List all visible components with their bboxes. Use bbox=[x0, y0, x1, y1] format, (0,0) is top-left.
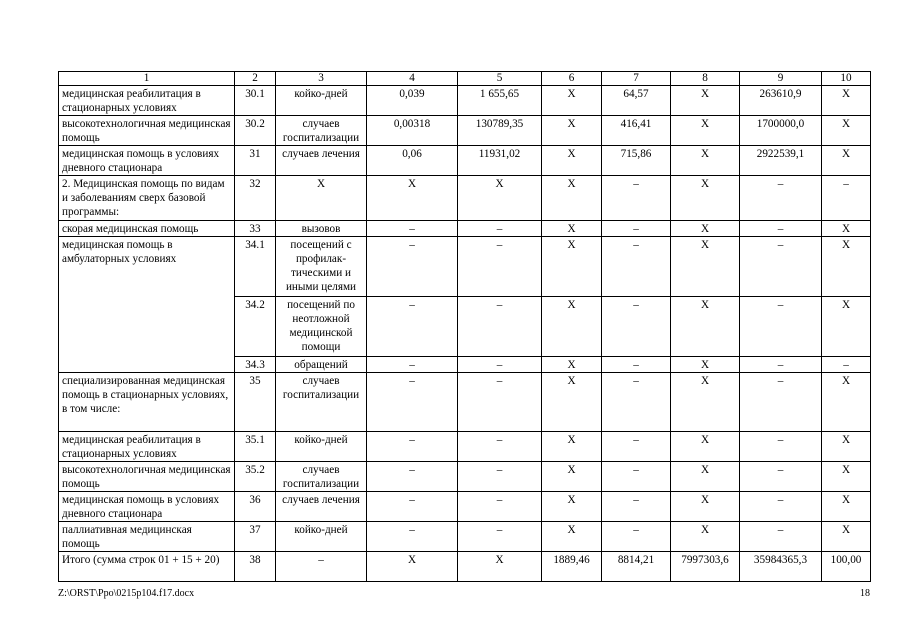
column-header: 5 bbox=[458, 72, 542, 86]
cell-col8: 7997303,6 bbox=[671, 552, 740, 582]
row-unit: посещений с профилак-тическими и иными целями bbox=[276, 237, 367, 297]
row-unit: случаев лечения bbox=[276, 492, 367, 522]
cell-col6: Х bbox=[542, 176, 602, 221]
row-code: 34.2 bbox=[235, 297, 276, 357]
row-name: медицинская реабилитация в стационарных условиях bbox=[59, 86, 235, 116]
table-row bbox=[59, 492, 871, 522]
table-row bbox=[59, 237, 871, 297]
cell-col7: – bbox=[602, 357, 671, 373]
row-name: специализированная медицинская помощь в стационарных условиях, в том числе: bbox=[59, 373, 235, 432]
table-row bbox=[59, 221, 871, 237]
cell-col8: Х bbox=[671, 116, 740, 146]
row-unit: случаев лечения bbox=[276, 146, 367, 176]
row-name: медицинская помощь в условиях дневного стационара bbox=[59, 146, 235, 176]
row-name: скорая медицинская помощь bbox=[59, 221, 235, 237]
cell-col10: Х bbox=[822, 221, 871, 237]
row-name: высокотехнологичная медицинская помощь bbox=[59, 116, 235, 146]
column-header: 10 bbox=[822, 72, 871, 86]
cell-col10: Х bbox=[822, 373, 871, 432]
cell-col6: Х bbox=[542, 237, 602, 297]
row-name: паллиативная медицинская помощь bbox=[59, 522, 235, 552]
row-name: медицинская реабилитация в стационарных условиях bbox=[59, 432, 235, 462]
cell-col6: Х bbox=[542, 462, 602, 492]
row-code: 37 bbox=[235, 522, 276, 552]
cell-col6: Х bbox=[542, 522, 602, 552]
cell-col8: Х bbox=[671, 237, 740, 297]
cell-col10: Х bbox=[822, 146, 871, 176]
cell-col9: – bbox=[740, 297, 822, 357]
cell-col7: – bbox=[602, 176, 671, 221]
column-header: 3 bbox=[276, 72, 367, 86]
cell-col9: 2922539,1 bbox=[740, 146, 822, 176]
cell-col9: 263610,9 bbox=[740, 86, 822, 116]
row-name: высокотехнологичная медицинская помощь bbox=[59, 462, 235, 492]
row-unit: случаев госпитализации bbox=[276, 373, 367, 432]
cell-col8: Х bbox=[671, 297, 740, 357]
row-unit: случаев госпитализации bbox=[276, 116, 367, 146]
row-unit: посещений по неотложной медицинской помощи bbox=[276, 297, 367, 357]
cell-col8: Х bbox=[671, 86, 740, 116]
cell-col8: Х bbox=[671, 522, 740, 552]
row-code: 35.1 bbox=[235, 432, 276, 462]
cell-col5: Х bbox=[458, 552, 542, 582]
table-row bbox=[59, 462, 871, 492]
column-header: 2 bbox=[235, 72, 276, 86]
cell-col4: – bbox=[367, 522, 458, 552]
cell-col4: – bbox=[367, 357, 458, 373]
cell-col4: 0,06 bbox=[367, 146, 458, 176]
row-code: 31 bbox=[235, 146, 276, 176]
cell-col9: – bbox=[740, 522, 822, 552]
row-unit: вызовов bbox=[276, 221, 367, 237]
column-header: 1 bbox=[59, 72, 235, 86]
cell-col7: – bbox=[602, 221, 671, 237]
cell-col7: – bbox=[602, 492, 671, 522]
cell-col7: 64,57 bbox=[602, 86, 671, 116]
cell-col8: Х bbox=[671, 373, 740, 432]
cell-col6: Х bbox=[542, 146, 602, 176]
cell-col4: 0,039 bbox=[367, 86, 458, 116]
cell-col7: – bbox=[602, 462, 671, 492]
cell-col6: Х bbox=[542, 373, 602, 432]
cell-col7: 8814,21 bbox=[602, 552, 671, 582]
cell-col9: – bbox=[740, 176, 822, 221]
cell-col10: – bbox=[822, 357, 871, 373]
table-row bbox=[59, 116, 871, 146]
table-row-total bbox=[59, 552, 871, 582]
cell-col10: Х bbox=[822, 86, 871, 116]
cell-col6: Х bbox=[542, 357, 602, 373]
column-header: 7 bbox=[602, 72, 671, 86]
cell-col5: – bbox=[458, 492, 542, 522]
row-unit: обращений bbox=[276, 357, 367, 373]
table-row bbox=[59, 176, 871, 221]
cell-col7: – bbox=[602, 522, 671, 552]
cell-col5: – bbox=[458, 432, 542, 462]
row-name: медицинская помощь в условиях дневного стационара bbox=[59, 492, 235, 522]
cell-col4: – bbox=[367, 297, 458, 357]
cell-col7: – bbox=[602, 297, 671, 357]
cell-col10: – bbox=[822, 176, 871, 221]
cell-col5: – bbox=[458, 221, 542, 237]
row-unit: койко-дней bbox=[276, 432, 367, 462]
cell-col4: Х bbox=[367, 176, 458, 221]
row-code: 35.2 bbox=[235, 462, 276, 492]
cell-col6: Х bbox=[542, 86, 602, 116]
cell-col5: – bbox=[458, 357, 542, 373]
cell-col4: – bbox=[367, 432, 458, 462]
cell-col8: Х bbox=[671, 221, 740, 237]
column-header: 8 bbox=[671, 72, 740, 86]
cell-col4: – bbox=[367, 492, 458, 522]
row-code: 34.3 bbox=[235, 357, 276, 373]
cell-col9: – bbox=[740, 221, 822, 237]
row-unit: койко-дней bbox=[276, 86, 367, 116]
table-header-row bbox=[59, 72, 871, 86]
row-code: 32 bbox=[235, 176, 276, 221]
cell-col9: – bbox=[740, 357, 822, 373]
cell-col9: – bbox=[740, 373, 822, 432]
cell-col10: Х bbox=[822, 297, 871, 357]
cell-col9: 35984365,3 bbox=[740, 552, 822, 582]
row-name: медицинская помощь в амбулаторных условиях bbox=[59, 237, 235, 373]
row-code: 34.1 bbox=[235, 237, 276, 297]
table-row bbox=[59, 432, 871, 462]
row-unit: Х bbox=[276, 176, 367, 221]
cell-col5: 1 655,65 bbox=[458, 86, 542, 116]
cell-col8: Х bbox=[671, 492, 740, 522]
cell-col9: – bbox=[740, 237, 822, 297]
cell-col8: Х bbox=[671, 146, 740, 176]
cell-col5: – bbox=[458, 297, 542, 357]
table-row bbox=[59, 86, 871, 116]
cell-col6: Х bbox=[542, 432, 602, 462]
page-number: 18 bbox=[860, 588, 870, 599]
cell-col9: – bbox=[740, 492, 822, 522]
cell-col5: 11931,02 bbox=[458, 146, 542, 176]
cell-col6: Х bbox=[542, 492, 602, 522]
table-row bbox=[59, 373, 871, 432]
cell-col10: Х bbox=[822, 522, 871, 552]
cell-col8: Х bbox=[671, 432, 740, 462]
row-unit: койко-дней bbox=[276, 522, 367, 552]
cell-col5: – bbox=[458, 237, 542, 297]
cell-col5: Х bbox=[458, 176, 542, 221]
row-name: 2. Медицинская помощь по видам и заболеваниям сверх базовой программы: bbox=[59, 176, 235, 221]
row-code: 30.1 bbox=[235, 86, 276, 116]
row-name: Итого (сумма строк 01 + 15 + 20) bbox=[59, 552, 235, 582]
cell-col9: – bbox=[740, 432, 822, 462]
cell-col6: Х bbox=[542, 221, 602, 237]
cell-col9: – bbox=[740, 462, 822, 492]
cell-col4: Х bbox=[367, 552, 458, 582]
cell-col9: 1700000,0 bbox=[740, 116, 822, 146]
column-header: 6 bbox=[542, 72, 602, 86]
row-code: 38 bbox=[235, 552, 276, 582]
row-code: 33 bbox=[235, 221, 276, 237]
cell-col10: Х bbox=[822, 462, 871, 492]
cell-col7: 715,86 bbox=[602, 146, 671, 176]
row-unit: случаев госпитализации bbox=[276, 462, 367, 492]
cell-col4: 0,00318 bbox=[367, 116, 458, 146]
cell-col7: 416,41 bbox=[602, 116, 671, 146]
data-table bbox=[58, 71, 871, 582]
cell-col4: – bbox=[367, 462, 458, 492]
cell-col4: – bbox=[367, 373, 458, 432]
cell-col10: Х bbox=[822, 116, 871, 146]
row-code: 30.2 bbox=[235, 116, 276, 146]
cell-col5: – bbox=[458, 522, 542, 552]
cell-col7: – bbox=[602, 432, 671, 462]
column-header: 9 bbox=[740, 72, 822, 86]
cell-col6: Х bbox=[542, 297, 602, 357]
cell-col10: 100,00 bbox=[822, 552, 871, 582]
row-unit: – bbox=[276, 552, 367, 582]
cell-col10: Х bbox=[822, 432, 871, 462]
cell-col7: – bbox=[602, 373, 671, 432]
cell-col4: – bbox=[367, 221, 458, 237]
cell-col6: Х bbox=[542, 116, 602, 146]
cell-col5: – bbox=[458, 462, 542, 492]
cell-col5: 130789,35 bbox=[458, 116, 542, 146]
cell-col7: – bbox=[602, 237, 671, 297]
row-code: 36 bbox=[235, 492, 276, 522]
table-row bbox=[59, 146, 871, 176]
column-header: 4 bbox=[367, 72, 458, 86]
cell-col8: Х bbox=[671, 462, 740, 492]
file-path: Z:\ORST\Ppo\0215p104.f17.docx bbox=[58, 588, 195, 599]
cell-col8: Х bbox=[671, 176, 740, 221]
cell-col8: Х bbox=[671, 357, 740, 373]
table-row bbox=[59, 522, 871, 552]
cell-col6: 1889,46 bbox=[542, 552, 602, 582]
cell-col5: – bbox=[458, 373, 542, 432]
row-code: 35 bbox=[235, 373, 276, 432]
cell-col10: Х bbox=[822, 492, 871, 522]
cell-col4: – bbox=[367, 237, 458, 297]
cell-col10: Х bbox=[822, 237, 871, 297]
